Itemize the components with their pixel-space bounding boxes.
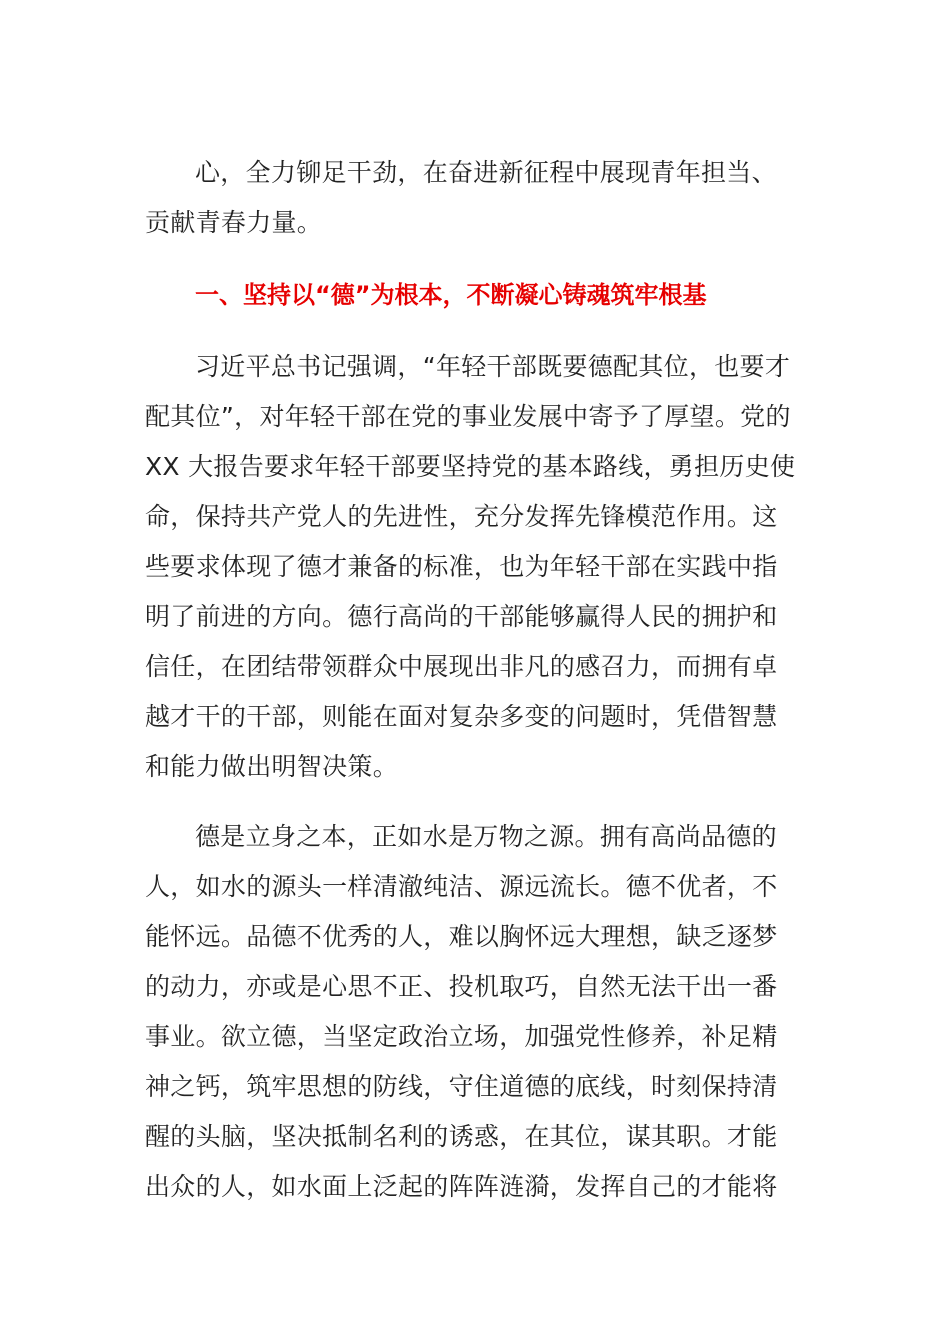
paragraph-line: XX 大报告要求年轻干部要坚持党的基本路线，勇担历史使 xyxy=(145,452,796,481)
paragraph-line: 命，保持共产党人的先进性，充分发挥先锋模范作用。这 xyxy=(145,502,778,531)
intro-line: 心，全力铆足干劲，在奋进新征程中展现青年担当、 xyxy=(195,158,777,187)
paragraph-line: 的动力，亦或是心思不正、投机取巧，自然无法干出一番 xyxy=(145,972,778,1001)
paragraph-line: 神之钙，筑牢思想的防线，守住道德的底线，时刻保持清 xyxy=(145,1072,778,1101)
section-heading: 一、坚持以“德”为根本，不断凝心铸魂筑牢根基 xyxy=(195,281,707,309)
paragraph-line: 能怀远。品德不优秀的人，难以胸怀远大理想，缺乏逐梦 xyxy=(145,922,778,951)
intro-line: 贡献青春力量。 xyxy=(145,208,323,237)
paragraph-line: 配其位”，对年轻干部在党的事业发展中寄予了厚望。党的 xyxy=(145,402,791,431)
paragraph-line: 人，如水的源头一样清澈纯洁、源远流长。德不优者，不 xyxy=(145,872,778,901)
paragraph-line: 事业。欲立德，当坚定政治立场，加强党性修养，补足精 xyxy=(145,1022,778,1051)
paragraph-line: 越才干的干部，则能在面对复杂多变的问题时，凭借智慧 xyxy=(145,702,778,731)
paragraph-line: 和能力做出明智决策。 xyxy=(145,752,399,781)
paragraph-line: 信任，在团结带领群众中展现出非凡的感召力，而拥有卓 xyxy=(145,652,778,681)
paragraph-line: 出众的人，如水面上泛起的阵阵涟漪，发挥自己的才能将 xyxy=(145,1172,778,1201)
paragraph-line: 些要求体现了德才兼备的标准，也为年轻干部在实践中指 xyxy=(145,552,778,581)
paragraph-line: 习近平总书记强调，“年轻干部既要德配其位，也要才 xyxy=(195,352,791,381)
paragraph-line: 醒的头脑，坚决抵制名利的诱惑，在其位，谋其职。才能 xyxy=(145,1122,778,1151)
paragraph-line: 德是立身之本，正如水是万物之源。拥有高尚品德的 xyxy=(195,822,777,851)
paragraph-line: 明了前进的方向。德行高尚的干部能够赢得人民的拥护和 xyxy=(145,602,778,631)
